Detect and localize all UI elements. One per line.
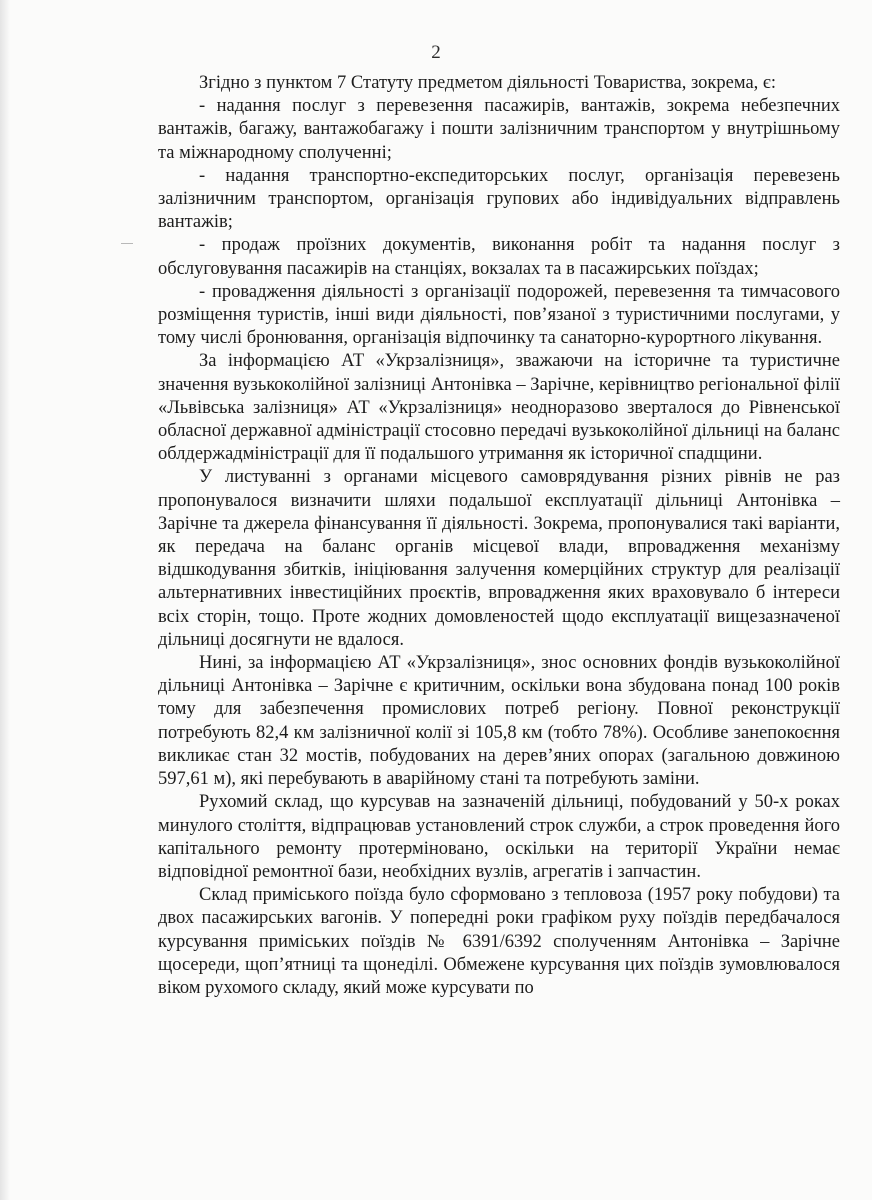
document-body [158,72,840,1000]
list-item-ticket-sales: - продаж проїзних документів, виконання робіт та надання послуг з обслуговування пасажирів на станціях, вокзалах та в пасажирських поїздах; [158,235,840,279]
paragraph-statute-intro: Згідно з пунктом 7 Статуту предметом діяльності Товариства, зокрема, є: [199,73,777,93]
list-item-forwarding-services: - надання транспортно-експедиторських послуг, організація перевезень залізничним транспортом, організація групових або індивідуальних відправлень вантажів; [158,165,840,233]
list-item-tourism: - провадження діяльності з організації подорожей, перевезення та тимчасового розміщення туристів, інші види діяльності, пов’язаної з туристичними послугами, у тому числі бронювання, організація відпочинку та санаторно-курортного лікування. [158,281,840,349]
page-number: 2 [431,42,441,63]
paragraph-suburban-train: Склад приміського поїзда було сформовано з тепловоза (1957 року побудови) та двох пасажирських вагонів. У попередні роки графіком руху поїздів передбачалося курсування приміських поїздів № 6391/6392 сполученням Антонівка – Зарічне щосереди, щоп’ятниці та щонеділі. Обмежене курсування цих поїздів зумовлювалося віком рухомого складу, який може курсувати по [158,885,840,998]
paragraph-historical-value: За інформацією АТ «Укрзалізниця», зважаючи на історичне та туристичне значення вузькоколійної залізниці Антонівка – Зарічне, керівництво регіональної філії «Львівська залізниця» АТ «Укрзалізниця» неодноразово зверталося до Рівненської обласної державної адміністрації стосовно передачі вузькоколійної дільниці на баланс облдержадміністрації для її подальшого утримання як історичної спадщини. [158,351,841,465]
scan-edge-shadow [0,0,10,1200]
paragraph-correspondence: У листуванні з органами місцевого самоврядування різних рівнів не раз пропонувалося визначити шляхи подальшої експлуатації дільниці Антонівка – Зарічне та джерела фінансування її діяльності. Зокрема, пропонувалися такі варіанти, як передача на баланс органів місцевої влади, впровадження механізму відшкодування збитків, ініціювання залучення комерційних структур для реалізації альтернативних інвестиційних проєктів, впровадження яких враховувало б інтереси всіх сторін, тощо. Проте жодних домовленостей щодо експлуатації вищезазначеної дільниці досягнути не вдалося. [158,467,840,650]
margin-mark [121,243,133,244]
list-item-passenger-freight: - надання послуг з перевезення пасажирів, вантажів, зокрема небезпечних вантажів, багажу, вантажобагажу і пошти залізничним транспортом у внутрішньому та міжнародному сполученні; [158,96,840,163]
paragraph-rolling-stock: Рухомий склад, що курсував на зазначеній дільниці, побудований у 50-х роках минулого століття, відпрацював установлений строк служби, а строк проведення його капітального ремонту протерміновано, оскільки на території України немає відповідної ремонтної бази, необхідних вузлів, агрегатів і запчастин. [158,792,840,882]
paragraph-infrastructure-wear: Нині, за інформацією АТ «Укрзалізниця», знос основних фондів вузькоколійної дільниці Антонівка – Зарічне є критичним, оскільки вона збудована понад 100 років тому для забезпечення промислових потреб регіону. Повної реконструкції потребують 82,4 км залізничної колії зі 105,8 км (тобто 78%). Особливе занепокоєння викликає стан 32 мостів, побудованих на дерев’яних опорах (загальною довжиною 597,61 м), які перебувають в аварійному стані та потребують заміни. [158,653,840,790]
